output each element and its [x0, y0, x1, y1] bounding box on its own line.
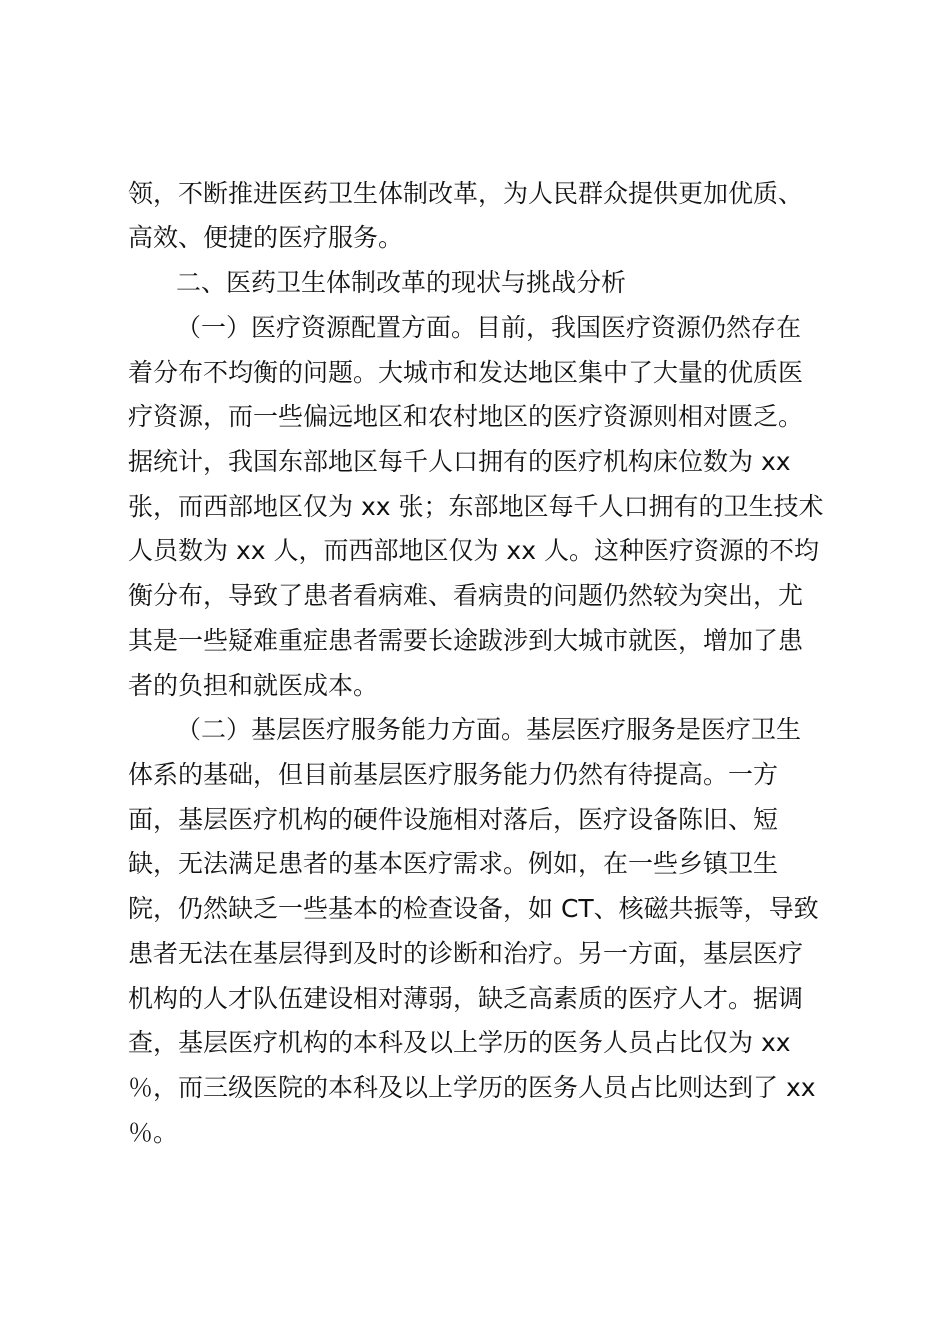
paragraph-line: 其是一些疑难重症患者需要长途跋涉到大城市就医，增加了患	[128, 626, 804, 655]
paragraph-line: 人员数为 xx 人，而西部地区仅为 xx 人。这种医疗资源的不均	[128, 536, 819, 565]
paragraph-line: 据统计，我国东部地区每千人口拥有的医疗机构床位数为 xx	[128, 447, 791, 476]
paragraph-line: ％，而三级医院的本科及以上学历的医务人员占比则达到了 xx	[128, 1073, 816, 1102]
paragraph-line: 机构的人才队伍建设相对薄弱，缺乏高素质的医疗人才。据调	[128, 984, 804, 1013]
paragraph-line: 者的负担和就医成本。	[128, 671, 379, 700]
paragraph-line: 体系的基础，但目前基层医疗服务能力仍然有待提高。一方	[128, 760, 779, 789]
paragraph-line: 患者无法在基层得到及时的诊断和治疗。另一方面，基层医疗	[128, 939, 804, 968]
paragraph-line: 院，仍然缺乏一些基本的检查设备，如 CT、核磁共振等，导致	[128, 894, 819, 923]
paragraph-line: ％。	[128, 1118, 179, 1147]
paragraph-line: （一）医疗资源配置方面。目前，我国医疗资源仍然存在	[176, 313, 802, 342]
paragraph-line: 高效、便捷的医疗服务。	[128, 223, 404, 252]
paragraph-line: 着分布不均衡的问题。大城市和发达地区集中了大量的优质医	[128, 358, 804, 387]
paragraph-line: 张，而西部地区仅为 xx 张；东部地区每千人口拥有的卫生技术	[128, 492, 824, 521]
paragraph-line: 缺，无法满足患者的基本医疗需求。例如，在一些乡镇卫生	[128, 849, 779, 878]
paragraph-line: （二）基层医疗服务能力方面。基层医疗服务是医疗卫生	[176, 715, 802, 744]
paragraph-line: 面，基层医疗机构的硬件设施相对落后，医疗设备陈旧、短	[128, 805, 779, 834]
paragraph-line: 衡分布，导致了患者看病难、看病贵的问题仍然较为突出，尤	[128, 581, 804, 610]
section-heading: 二、医药卫生体制改革的现状与挑战分析	[176, 268, 627, 297]
paragraph-line: 领，不断推进医药卫生体制改革，为人民群众提供更加优质、	[128, 179, 804, 208]
paragraph-line: 查，基层医疗机构的本科及以上学历的医务人员占比仅为 xx	[128, 1028, 791, 1057]
paragraph-line: 疗资源，而一些偏远地区和农村地区的医疗资源则相对匮乏。	[128, 402, 804, 431]
